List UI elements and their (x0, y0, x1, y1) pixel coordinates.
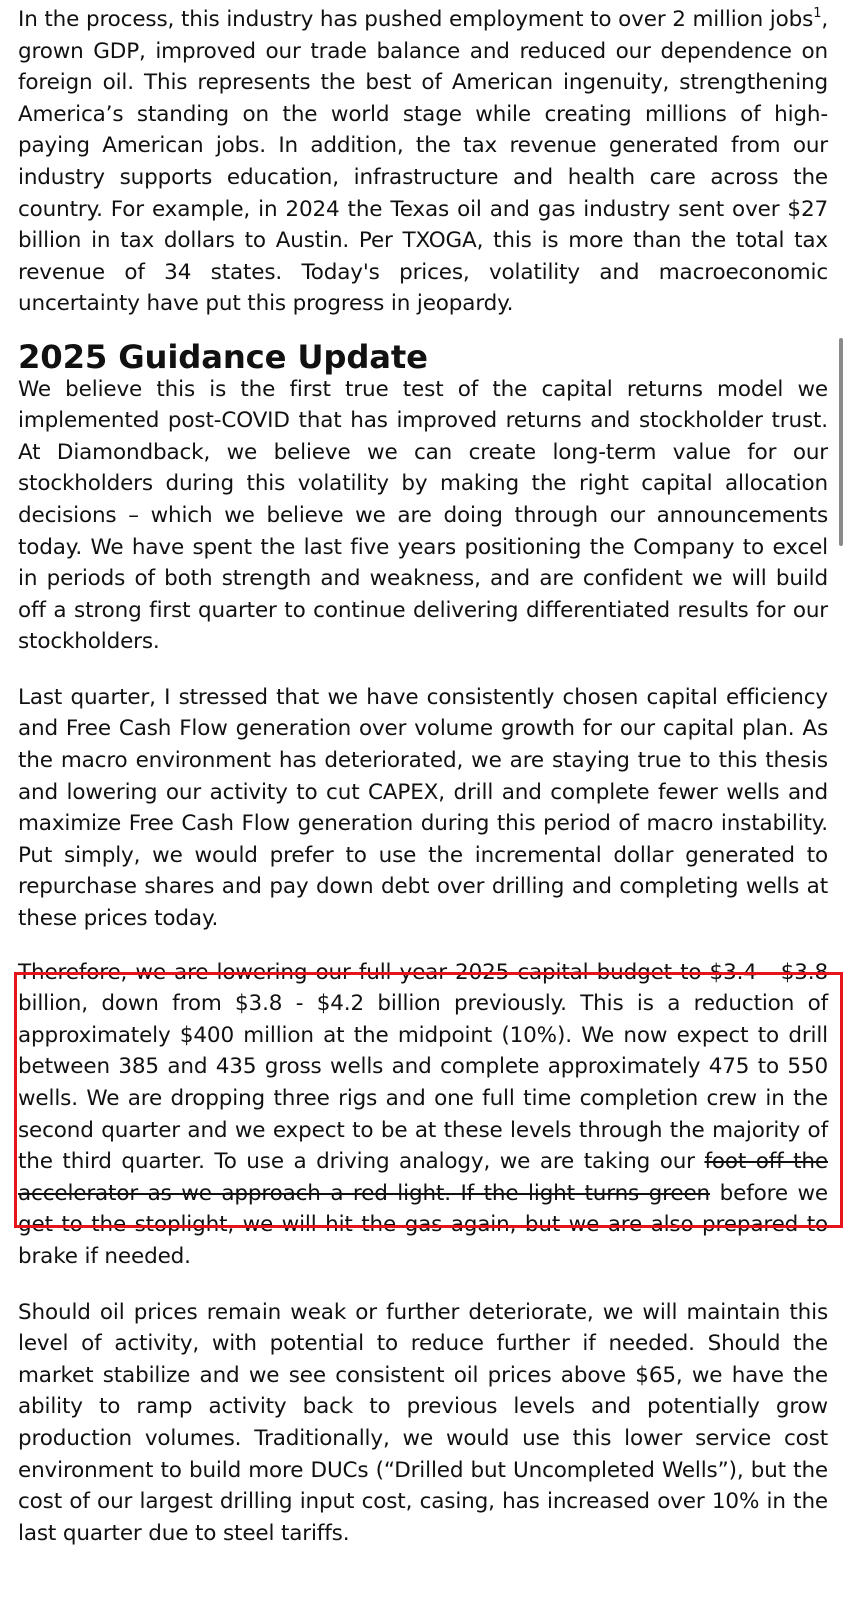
therefore-tail: before we get to the stoplight, we will hit the gas again, but we are also prepared to brake if needed. (18, 1180, 828, 1269)
scrollbar-thumb[interactable] (839, 338, 843, 546)
paragraph-therefore (18, 957, 828, 1273)
document-body (18, 4, 828, 1549)
section-heading: 2025 Guidance Update (18, 337, 428, 376)
paragraph-intro (18, 4, 828, 320)
therefore-text: Therefore, we are lowering our full year 2025 capital budget to $3.4 - $3.8 billion, down from $3.8 - $4.2 billion previously. This is a reduction of approximately $400 million at the midpoint (10%). We now expect to drill between 385 and 435 gross wells and complete approximately 475 to 550 wells. We are dropping three rigs and one full time completion crew in the second quarter and we expect to be at these levels through the majority of the third quarter. To use a driving analogy, we are taking our (18, 959, 828, 1175)
struck-text: foot off the accelerator as we approach a red light. If the light turns green (18, 1149, 828, 1206)
intro-text-rest: , grown GDP, improved our trade balance and reduced our dependence on foreign oil. This represents the best of American ingenuity, strengthening America’s standing on the world stage while creating millions of high-paying American jobs. In addition, the tax revenue generated from our industry supports education, infrastructure and health care across the country. For example, in 2024 the Texas oil and gas industry sent over $27 billion in tax dollars to Austin. Per TXOGA, this is more than the total tax revenue of 34 states. Today's prices, volatility and macroeconomic uncertainty have put this progress in jeopardy. (18, 7, 828, 317)
footnote-marker[interactable]: 1 (813, 6, 822, 21)
paragraph-guidance: We believe this is the first true test of the capital returns model we implemented post-COVID that has improved returns and stockholder trust. At Diamondback, we believe we can create long-term value for our stockholders during this volatility by making the right capital allocation decisions – which we believe we are doing through our announcements today. We have spent the last five years positioning the Company to excel in periods of both strength and weakness, and are confident we will build off a strong first quarter to continue delivering differentiated results for our stockholders. (18, 376, 828, 655)
paragraph-should: Should oil prices remain weak or further deteriorate, we will maintain this level of activity, with potential to reduce further if needed. Should the market stabilize and we see consistent oil prices above $65, we have the ability to ramp activity back to previous levels and potentially grow production volumes. Traditionally, we would use this lower service cost environment to build more DUCs (“Drilled but Uncompleted Wells”), but the cost of our largest drilling input cost, casing, has increased over 10% in the last quarter due to steel tariffs. (18, 1299, 828, 1546)
paragraph-last-quarter: Last quarter, I stressed that we have consistently chosen capital efficiency and Free Cash Flow generation over volume growth for our capital plan. As the macro environment has deteriorated, we are staying true to this thesis and lowering our activity to cut CAPEX, drill and complete fewer wells and maximize Free Cash Flow generation during this period of macro instability. Put simply, we would prefer to use the incremental dollar generated to repurchase shares and pay down debt over drilling and completing wells at these prices today. (18, 684, 828, 932)
intro-text: In the process, this industry has pushed employment to over 2 million jobs (18, 7, 814, 32)
